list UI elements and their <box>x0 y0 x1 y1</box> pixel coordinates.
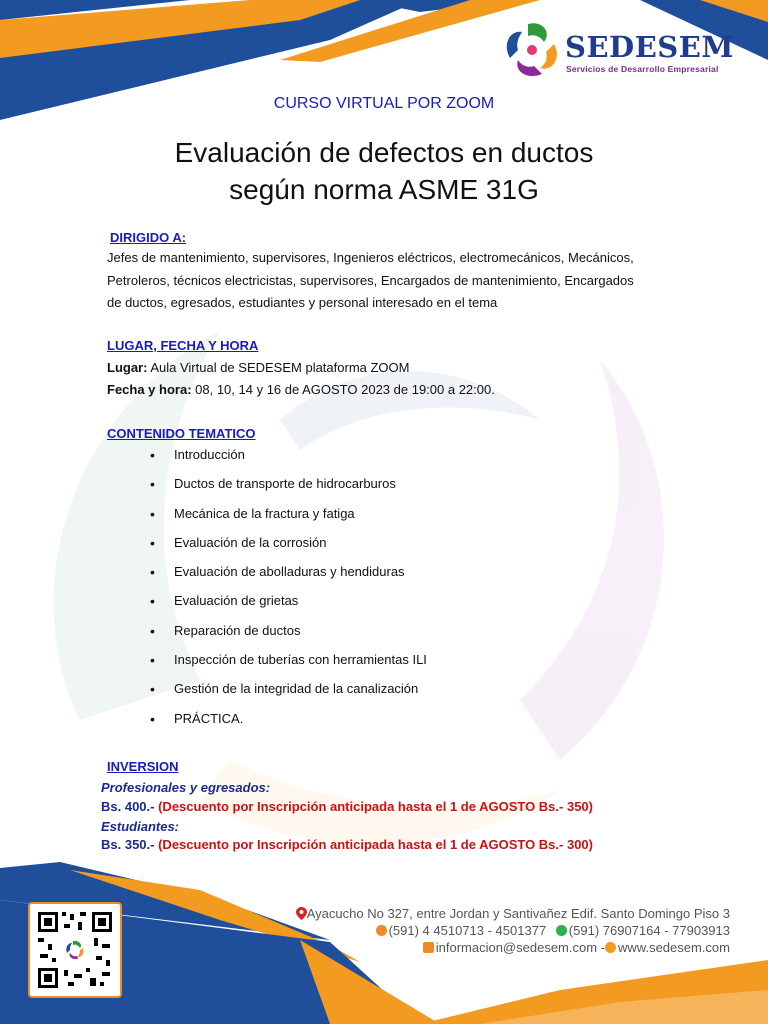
phone-text: (591) 4 4510713 - 4501377 <box>388 923 547 938</box>
globe-icon <box>605 942 616 953</box>
brand-tagline: Servicios de Desarrollo Empresarial <box>566 64 719 74</box>
list-item: • Evaluación de grietas <box>150 590 427 619</box>
list-item: • Reparación de ductos <box>150 620 427 649</box>
professionals-price <box>101 799 593 814</box>
email-icon <box>423 942 434 953</box>
date-value: 08, 10, 14 y 16 de AGOSTO 2023 de 19:00 a 22:00. <box>191 382 495 397</box>
students-amount: Bs. 350.- <box>101 837 155 852</box>
contact-web <box>423 940 730 955</box>
place-value: Aula Virtual de SEDESEM plataforma ZOOM <box>147 360 410 375</box>
date-line <box>107 382 495 397</box>
list-item: • Inspección de tuberías con herramientas ILI <box>150 649 427 678</box>
audience-line-1: Jefes de mantenimiento, supervisores, Ingenieros eléctricos, electromecánicos, Mecánicos, <box>107 250 634 265</box>
email-separator: - <box>597 940 606 955</box>
students-price <box>101 837 593 852</box>
whatsapp-icon <box>556 925 567 936</box>
place-line <box>107 360 409 375</box>
contact-address <box>296 906 730 921</box>
qr-code <box>28 902 122 998</box>
brand-name: SEDESEM <box>565 30 734 64</box>
website-link[interactable]: www.sedesem.com <box>618 940 730 955</box>
email-link[interactable]: informacion@sedesem.com <box>435 940 598 955</box>
phone-icon <box>376 925 387 936</box>
audience-heading: DIRIGIDO A: <box>110 230 187 245</box>
students-discount: (Descuento por Inscripción anticipada hasta el 1 de AGOSTO Bs.- 300) <box>154 837 593 852</box>
content-list <box>150 444 427 737</box>
audience-line-2: Petroleros, técnicos electricistas, supervisores, Encargados de mantenimiento, Encargados <box>107 272 634 288</box>
students-label: Estudiantes: <box>101 819 180 834</box>
content-heading: CONTENIDO TEMATICO <box>107 426 256 441</box>
list-item: • Gestión de la integridad de la canalización <box>150 678 427 707</box>
schedule-heading: LUGAR, FECHA Y HORA <box>107 338 259 353</box>
whatsapp-text: (591) 76907164 - 77903913 <box>568 923 730 938</box>
professionals-discount: (Descuento por Inscripción anticipada hasta el 1 de AGOSTO Bs.- 350) <box>154 799 593 814</box>
professionals-label: Profesionales y egresados: <box>101 780 271 795</box>
list-item: • Ductos de transporte de hidrocarburos <box>150 473 427 502</box>
list-item: • PRÁCTICA. <box>150 708 427 737</box>
course-mode: CURSO VIRTUAL POR ZOOM <box>273 95 495 112</box>
address-text: Ayacucho No 327, entre Jordan y Santivañez Edif. Santo Domingo Piso 3 <box>306 906 730 921</box>
list-item: • Mecánica de la fractura y fatiga <box>150 503 427 532</box>
list-item: • Introducción <box>150 444 427 473</box>
contact-phones <box>376 923 730 938</box>
audience-text <box>107 247 687 315</box>
professionals-amount: Bs. 400.- <box>101 799 155 814</box>
qr-code-icon <box>30 904 120 996</box>
title-line-2: según norma ASME 31G <box>229 174 539 205</box>
date-label: Fecha y hora: <box>107 382 192 397</box>
list-item: • Evaluación de abolladuras y hendiduras <box>150 561 427 590</box>
page-title <box>0 134 768 208</box>
location-pin-icon <box>296 907 307 920</box>
title-line-1: Evaluación de defectos en ductos <box>174 137 594 168</box>
place-label: Lugar: <box>107 360 148 375</box>
list-item: • Evaluación de la corrosión <box>150 532 427 561</box>
investment-heading: INVERSION <box>107 759 179 774</box>
audience-line-3: de ductos, egresados, estudiantes y personal interesado en el tema <box>107 295 498 310</box>
